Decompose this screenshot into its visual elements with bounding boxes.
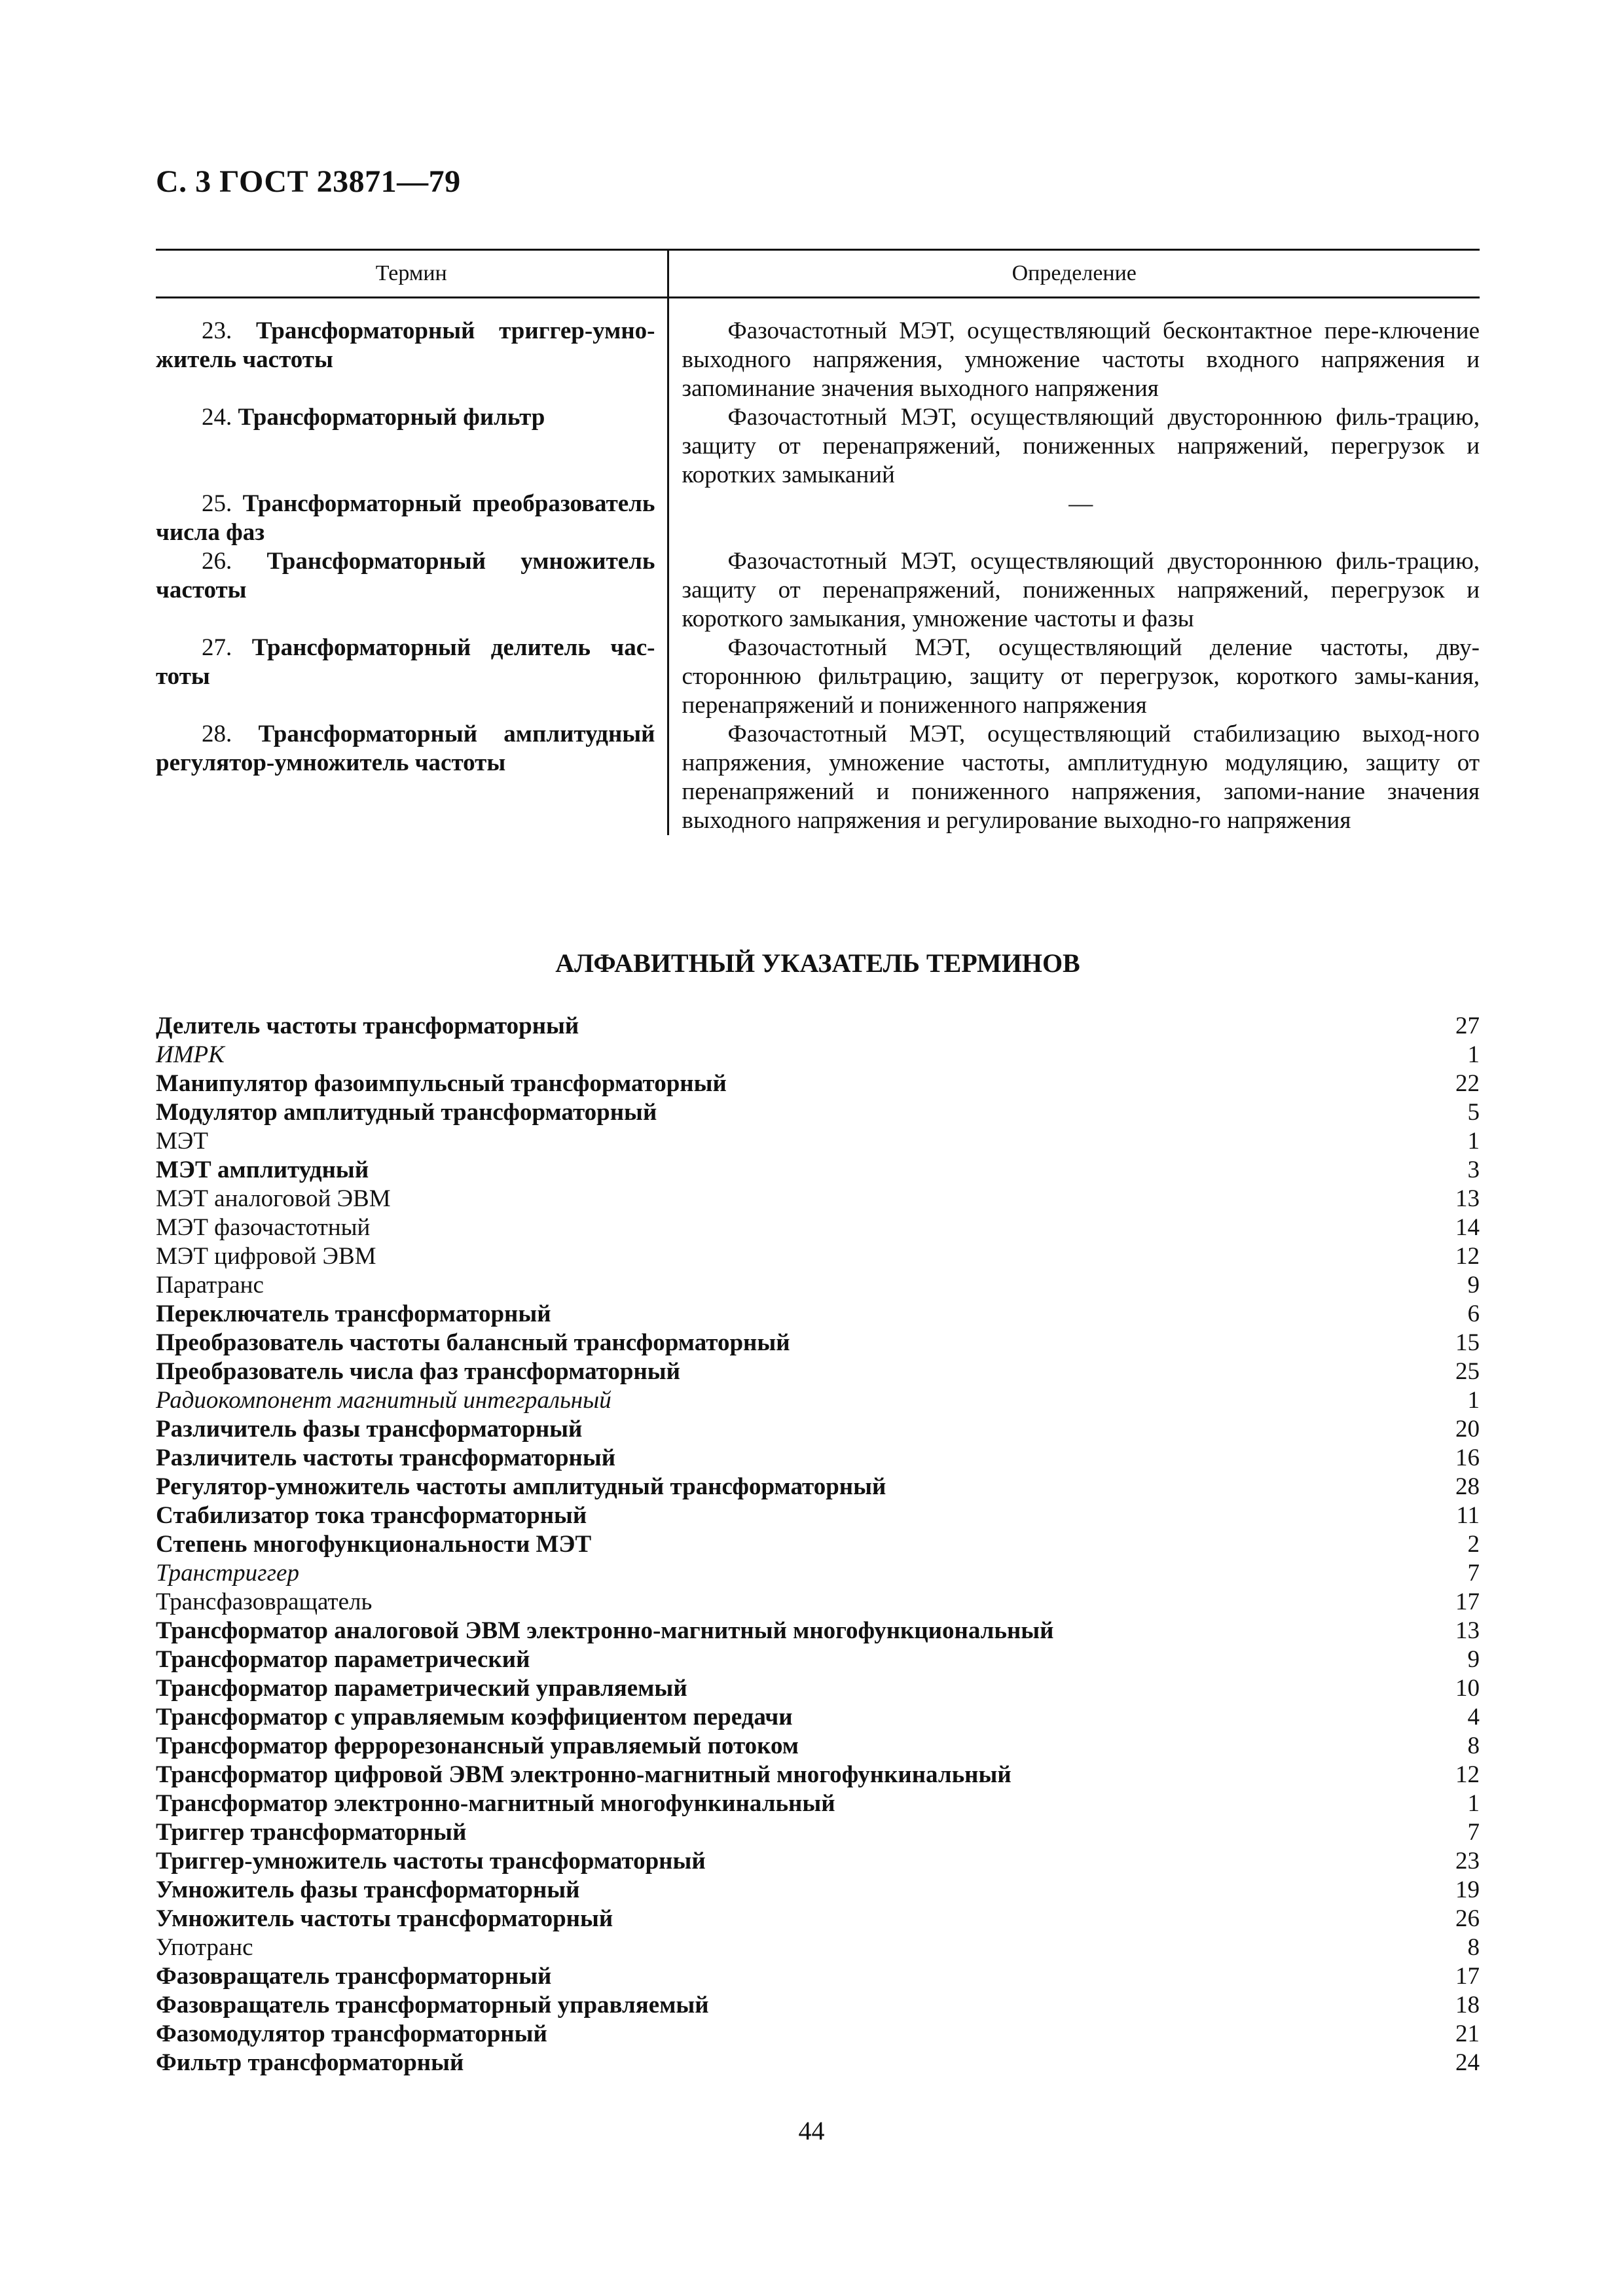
index-item	[156, 1213, 1480, 1242]
index-item	[156, 1127, 1480, 1156]
index-item	[156, 1789, 1480, 1818]
index-term: Паратранс	[156, 1272, 264, 1299]
index-item	[156, 1329, 1480, 1357]
term-cell	[156, 547, 668, 634]
index-page-ref: 7	[1467, 1560, 1480, 1587]
index-page-ref: 1	[1467, 1041, 1480, 1068]
index-item	[156, 2049, 1480, 2077]
index-page-ref: 11	[1456, 1502, 1480, 1529]
index-item	[156, 1818, 1480, 1847]
index-term: Делитель частоты трансформаторный	[156, 1013, 579, 1039]
index-item	[156, 1386, 1480, 1415]
term-text: Трансформаторный триггер-умно-житель частоты	[156, 317, 655, 373]
term-text: Трансформаторный умножитель частоты	[156, 548, 655, 603]
index-page-ref: 12	[1455, 1243, 1480, 1270]
index-page-ref: 1	[1467, 1387, 1480, 1414]
index-page-ref: 16	[1455, 1444, 1480, 1471]
index-item	[156, 1444, 1480, 1473]
index-term: Трансфазовращатель	[156, 1588, 373, 1615]
page-header: С. 3 ГОСТ 23871—79	[156, 164, 461, 199]
definition-cell: Фазочастотный МЭТ, осуществляющий бесконтактное пере-ключение выходного напряжения, умножение частоты входного напряжения и запоминание значения выходного напряжения	[682, 317, 1480, 402]
index-term: Трансформатор цифровой ЭВМ электронно-магнитный многофункинальный	[156, 1761, 1012, 1788]
term-number: 28.	[202, 721, 232, 747]
index-term: ИМРК	[156, 1041, 225, 1068]
term-number: 25.	[202, 490, 232, 517]
index-term: МЭТ аналоговой ЭВМ	[156, 1185, 391, 1212]
index-term: МЭТ амплитудный	[156, 1157, 369, 1183]
index-item	[156, 1559, 1480, 1588]
index-page-ref: 22	[1455, 1070, 1480, 1097]
index-term: Трансформатор аналоговой ЭВМ электронно-магнитный многофункциональный	[156, 1617, 1054, 1644]
table-row	[156, 634, 1480, 720]
index-item	[156, 1041, 1480, 1069]
index-item	[156, 1732, 1480, 1761]
terms-table	[156, 249, 1480, 835]
index-page-ref: 8	[1467, 1732, 1480, 1759]
term-text: Трансформаторный амплитудный регулятор-умножитель частоты	[156, 721, 655, 776]
index-item	[156, 1185, 1480, 1213]
term-number: 23.	[202, 317, 232, 344]
index-term: Фильтр трансформаторный	[156, 2049, 464, 2076]
definition-cell: Фазочастотный МЭТ, осуществляющий деление частоты, дву-стороннюю фильтрацию, защиту от перегрузок, короткого замы-кания, перенапряжений и пониженного напряжения	[682, 634, 1480, 719]
index-list	[156, 1012, 1480, 2077]
term-cell	[156, 317, 668, 403]
term-number: 27.	[202, 634, 232, 661]
table-row	[156, 547, 1480, 634]
index-item	[156, 1501, 1480, 1530]
index-term: Манипулятор фазоимпульсный трансформаторный	[156, 1070, 727, 1097]
index-page-ref: 9	[1467, 1646, 1480, 1673]
index-page-ref: 4	[1467, 1704, 1480, 1731]
index-page-ref: 3	[1467, 1157, 1480, 1183]
term-cell	[156, 490, 668, 547]
index-term: Транстриггер	[156, 1560, 299, 1587]
index-term: Умножитель фазы трансформаторный	[156, 1876, 580, 1903]
index-item	[156, 1761, 1480, 1789]
table-row	[156, 720, 1480, 835]
table-header-row	[156, 250, 1480, 298]
index-item	[156, 1847, 1480, 1876]
index-item	[156, 1473, 1480, 1501]
index-page-ref: 20	[1455, 1416, 1480, 1443]
index-item	[156, 1588, 1480, 1617]
index-term: Фазовращатель трансформаторный управляемый	[156, 1992, 709, 2018]
index-page-ref: 17	[1455, 1963, 1480, 1990]
index-item	[156, 1674, 1480, 1703]
index-term: Радиокомпонент магнитный интегральный	[156, 1387, 611, 1414]
terms-body	[156, 298, 1480, 836]
definition-cell: Фазочастотный МЭТ, осуществляющий двустороннюю филь-трацию, защиту от перенапряжений, пониженных напряжений, перегрузок и коротких замыканий	[682, 404, 1480, 488]
index-page-ref: 1	[1467, 1128, 1480, 1155]
table-row	[156, 403, 1480, 490]
index-page-ref: 13	[1455, 1617, 1480, 1644]
term-number: 26.	[202, 548, 232, 575]
index-page-ref: 14	[1455, 1214, 1480, 1241]
index-item	[156, 1703, 1480, 1732]
index-term: Трансформатор электронно-магнитный многофункинальный	[156, 1790, 835, 1817]
index-term: Степень многофункциональности МЭТ	[156, 1531, 592, 1558]
index-item	[156, 1156, 1480, 1185]
index-page-ref: 23	[1455, 1848, 1480, 1874]
index-page-ref: 21	[1455, 2020, 1480, 2047]
table-row	[156, 490, 1480, 547]
index-page-ref: 25	[1455, 1358, 1480, 1385]
index-term: Умножитель частоты трансформаторный	[156, 1905, 613, 1932]
term-cell	[156, 720, 668, 835]
index-page-ref: 24	[1455, 2049, 1480, 2076]
column-header-definition: Определение	[668, 250, 1480, 298]
table-spacer-row	[156, 298, 1480, 317]
index-term: МЭТ цифровой ЭВМ	[156, 1243, 376, 1270]
table-row	[156, 317, 1480, 403]
index-term: Преобразователь частоты балансный трансформаторный	[156, 1329, 790, 1356]
index-page-ref: 2	[1467, 1531, 1480, 1558]
term-cell	[156, 634, 668, 720]
index-item	[156, 1300, 1480, 1329]
term-text: Трансформаторный делитель час-тоты	[156, 634, 655, 690]
term-text: Трансформаторный преобразователь числа фаз	[156, 490, 655, 546]
index-item	[156, 1530, 1480, 1559]
index-item	[156, 1991, 1480, 2020]
index-term: Фазомодулятор трансформаторный	[156, 2020, 547, 2047]
index-page-ref: 1	[1467, 1790, 1480, 1817]
index-page-ref: 7	[1467, 1819, 1480, 1846]
index-item	[156, 1012, 1480, 1041]
index-term: Триггер-умножитель частоты трансформаторный	[156, 1848, 706, 1874]
index-term: Модулятор амплитудный трансформаторный	[156, 1099, 657, 1126]
index-term: Триггер трансформаторный	[156, 1819, 467, 1846]
index-item	[156, 1415, 1480, 1444]
index-term: Различитель частоты трансформаторный	[156, 1444, 616, 1471]
term-cell	[156, 403, 668, 490]
index-page-ref: 15	[1455, 1329, 1480, 1356]
index-item	[156, 2020, 1480, 2049]
index-term: Трансформатор параметрический	[156, 1646, 530, 1673]
index-page-ref: 13	[1455, 1185, 1480, 1212]
index-term: МЭТ	[156, 1128, 208, 1155]
index-item	[156, 1617, 1480, 1645]
term-text: Трансформаторный фильтр	[238, 404, 545, 431]
index-item	[156, 1098, 1480, 1127]
index-term: Стабилизатор тока трансформаторный	[156, 1502, 587, 1529]
index-page-ref: 10	[1455, 1675, 1480, 1702]
index-term: Употранс	[156, 1934, 253, 1961]
index-term: Различитель фазы трансформаторный	[156, 1416, 583, 1443]
index-page-ref: 18	[1455, 1992, 1480, 2018]
index-term: Преобразователь числа фаз трансформаторный	[156, 1358, 680, 1385]
index-page-ref: 12	[1455, 1761, 1480, 1788]
index-page-ref: 17	[1455, 1588, 1480, 1615]
definition-cell: Фазочастотный МЭТ, осуществляющий двустороннюю филь-трацию, защиту от перенапряжений, пониженных напряжений, перегрузок и короткого замыкания, умножение частоты и фазы	[682, 548, 1480, 632]
index-item	[156, 1069, 1480, 1098]
index-page-ref: 28	[1455, 1473, 1480, 1500]
term-number: 24.	[202, 404, 232, 431]
index-page-ref: 19	[1455, 1876, 1480, 1903]
index-page-ref: 6	[1467, 1300, 1480, 1327]
index-item	[156, 1962, 1480, 1991]
index-item	[156, 1933, 1480, 1962]
definition-cell: Фазочастотный МЭТ, осуществляющий стабилизацию выход-ного напряжения, умножение частоты, амплитудную модуляцию, защиту от перенапряжений и пониженного напряжения, запоми-нание значения выходного напряжения и регулирование выходно-го напряжения	[682, 721, 1480, 834]
index-term: Регулятор-умножитель частоты амплитудный трансформаторный	[156, 1473, 886, 1500]
index-term: Переключатель трансформаторный	[156, 1300, 551, 1327]
index-term: Трансформатор с управляемым коэффициентом передачи	[156, 1704, 793, 1731]
index-item	[156, 1876, 1480, 1905]
index-page-ref: 27	[1455, 1013, 1480, 1039]
index-term: Фазовращатель трансформаторный	[156, 1963, 552, 1990]
index-term: Трансформатор феррорезонансный управляемый потоком	[156, 1732, 799, 1759]
index-page-ref: 5	[1467, 1099, 1480, 1126]
index-item	[156, 1905, 1480, 1933]
index-item	[156, 1357, 1480, 1386]
index-term: Трансформатор параметрический управляемый	[156, 1675, 687, 1702]
column-header-term: Термин	[156, 250, 668, 298]
index-page-ref: 26	[1455, 1905, 1480, 1932]
definition-cell: —	[1068, 490, 1093, 517]
index-page-ref: 8	[1467, 1934, 1480, 1961]
index-term: МЭТ фазочастотный	[156, 1214, 371, 1241]
index-item	[156, 1271, 1480, 1300]
index-item	[156, 1645, 1480, 1674]
index-page-ref: 9	[1467, 1272, 1480, 1299]
index-item	[156, 1242, 1480, 1271]
index-title: АЛФАВИТНЫЙ УКАЗАТЕЛЬ ТЕРМИНОВ	[555, 948, 1080, 978]
page-number: 44	[798, 2116, 825, 2145]
